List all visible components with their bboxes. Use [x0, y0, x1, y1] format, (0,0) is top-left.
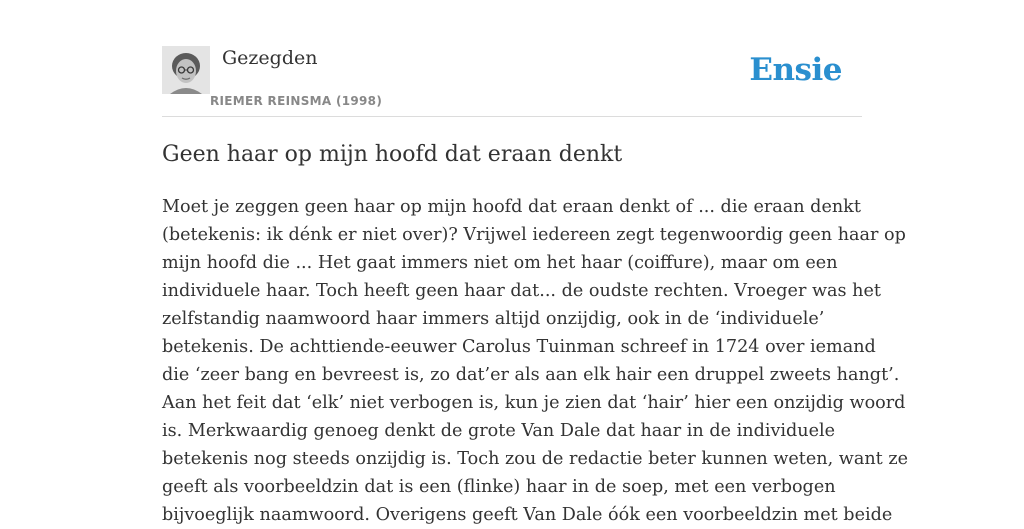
- body-line: geeft als voorbeeldzin dat is een (flinke) haar in de soep, met een verbogen: [162, 477, 836, 497]
- body-line: (betekenis: ik dénk er niet over)? Vrijwel iedereen zegt tegenwoordig geen haar op: [162, 225, 906, 245]
- author-byline: RIEMER REINSMA (1998): [210, 94, 383, 108]
- ensie-logo[interactable]: Ensie: [749, 52, 842, 88]
- body-line: Moet je zeggen geen haar op mijn hoofd dat eraan denkt of ... die eraan denkt: [162, 197, 861, 217]
- body-line: is. Merkwaardig genoeg denkt de grote Van Dale dat haar in de individuele: [162, 421, 836, 441]
- body-line: die ‘zeer bang en bevreest is, zo dat’er als aan elk hair een druppel zweets hangt’.: [162, 365, 900, 385]
- article-body: [162, 193, 909, 529]
- article-title: Geen haar op mijn hoofd dat eraan denkt: [162, 142, 623, 167]
- collection-link[interactable]: Gezegden: [222, 47, 318, 69]
- body-line: betekenis. De achttiende-eeuwer Carolus Tuinman schreef in 1724 over iemand: [162, 337, 876, 357]
- body-line: individuele haar. Toch heeft geen haar dat... de oudste rechten. Vroeger was het: [162, 281, 881, 301]
- body-line: zelfstandig naamwoord haar immers altijd onzijdig, ook in de ‘individuele’: [162, 309, 825, 329]
- body-line: mijn hoofd die ... Het gaat immers niet om het haar (coiffure), maar om een: [162, 253, 838, 273]
- body-line: bijvoeglijk naamwoord. Overigens geeft Van Dale óók een voorbeeldzin met beide: [162, 505, 893, 525]
- body-line: Aan het feit dat ‘elk’ niet verbogen is, kun je zien dat ‘hair’ hier een onzijdig woord: [162, 393, 906, 413]
- author-portrait-icon: [162, 46, 210, 94]
- header: [162, 46, 862, 117]
- body-line: betekenis nog steeds onzijdig is. Toch zou de redactie beter kunnen weten, want ze: [162, 449, 909, 469]
